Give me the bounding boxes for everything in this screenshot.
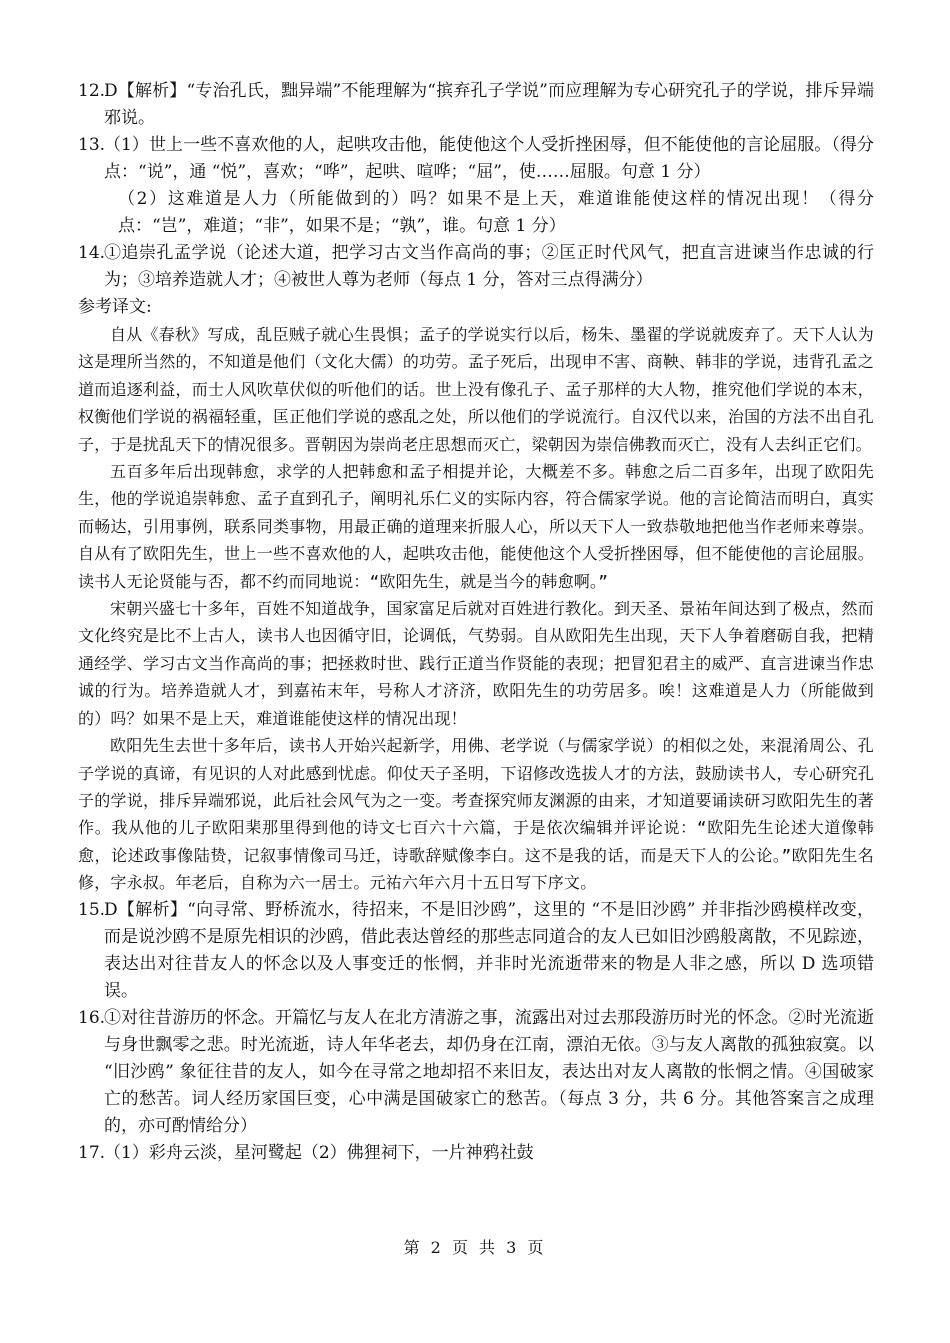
answer-number: 13. — [78, 135, 106, 155]
answer-12 — [78, 78, 874, 132]
page-footer: 第 2 页 共 3 页 — [403, 1238, 547, 1257]
answer-text: D【解析】“专治孔氏，黜异端”不能理解为“摈弃孔子学说”而应理解为专心研究孔子的学说，排斥异端邪说。 — [104, 81, 874, 128]
answer-number: 12. — [78, 81, 106, 101]
document-page — [78, 78, 874, 1167]
answer-number: 17. — [78, 1142, 106, 1163]
answer-text: ①追崇孔孟学说（论述大道，把学习古文当作高尚的事；②匡正时代风气，把直言进谏当作忠诚的行为；③培养造就人才；④被世人尊为老师（每点 1 分，答对三点得满分） — [104, 243, 874, 290]
answer-number: 14. — [78, 243, 106, 263]
answer-15 — [78, 897, 874, 1005]
answer-number: 16. — [78, 1007, 106, 1028]
translation-paragraph: 欧阳先生去世十多年后，读书人开始兴起新学，用佛、老学说（与儒家学说）的相似之处，来混淆周公、孔子学说的真谛，有见识的人对此感到忧虑。仰仗天子圣明，下诏修改选拔人才的方法，鼓励读书人，专心研究孔子的学说，排斥异端邪说，此后社会风气为之一变。考查探究师友渊源的由来，才知道要诵读研习欧阳先生的著作。我从他的儿子欧阳棐那里得到他的诗文七百六十六篇，于是依次编辑并评论说：“欧阳先生论述大道像韩愈，论述政事像陆贽，记叙事情像司马迁，诗歌辞赋像李白。这不是我的话，而是天下人的公论。”欧阳先生名修，字永叔。年老后，自称为六一居士。元祐六年六月十五日写下序文。 — [78, 736, 874, 893]
answer-16 — [78, 1005, 874, 1140]
answer-13 — [78, 132, 874, 240]
answer-17 — [78, 1140, 874, 1167]
translation-paragraph: 宋朝兴盛七十多年，百姓不知道战争，国家富足后就对百姓进行教化。到天圣、景祐年间达到了极点，然而文化终究是比不上古人，读书人也因循守旧，论调低，气势弱。自从欧阳先生出现，天下人争着磨砺自我，把精通经学、学习古文当作高尚的事；把拯救时世、践行正道当作贤能的表现；把冒犯君主的威严、直言进谏当作忠诚的行为。培养造就人才，到嘉祐末年，号称人才济济，欧阳先生的功劳居多。唉！这难道是人力（所能做到的）吗？如果不是上天，难道谁能使这样的情况出现！ — [78, 599, 874, 728]
answer-14 — [78, 240, 874, 294]
answer-text: （1）彩舟云淡，星河鹭起（2）佛狸祠下，一片神鸦社鼓 — [104, 1142, 534, 1163]
answer-text: ①对往昔游历的怀念。开篇忆与友人在北方清游之事，流露出对过去那段游历时光的怀念。②时光流逝与身世飘零之悲。时光流逝，诗人年华老去，却仍身在江南，漂泊无依。③与友人离散的孤独寂寞。以 “旧沙鸥” 象征往昔的友人，如今在寻常之地却招不来旧友，表达出对友人离散的怅惘之情。④国破家亡的愁苦。词人经历家国巨变，心中满是国破家亡的愁苦。（每点 3 分，共 6 分。其他答案言之成理的，亦可酌情给分） — [104, 1007, 874, 1136]
translation-paragraph: 五百多年后出现韩愈，求学的人把韩愈和孟子相提并论，大概差不多。韩愈之后二百多年，出现了欧阳先生，他的学说追崇韩愈、孟子直到孔子，阐明礼乐仁义的实际内容，符合儒家学说。他的言论简洁而明白，真实而畅达，引用事例，联系同类事物，用最正确的道理来折服人心，所以天下人一致恭敬地把他当作老师来尊崇。自从有了欧阳先生，世上一些不喜欢他的人，起哄攻击他，能使他这个人受折挫困辱，但不能使他的言论屈服。读书人无论贤能与否，都不约而同地说：“欧阳先生，就是当今的韩愈啊。” — [78, 462, 874, 591]
answer-text: D【解析】“向寻常、野桥流水，待招来，不是旧沙鸥”，这里的 “不是旧沙鸥” 并非指沙鸥模样改变，而是说沙鸥不是原先相识的沙鸥，借此表达曾经的那些志同道合的友人已如旧沙鸥般离散，不见踪迹，表达出对往昔友人的怀念以及人事变迁的怅惘，并非时光流逝带来的物是人非之感，所以 D 选项错误。 — [104, 899, 874, 1001]
translation-label: 参考译文: — [78, 297, 152, 317]
answer-13-part-2: （2）这难道是人力（所能做到的）吗？如果不是上天，难道谁能使这样的情况出现！（得分点：“岂”，难道；“非”，如果不是；“孰”，谁。句意 1 分） — [118, 189, 874, 236]
translation-paragraph: 自从《春秋》写成，乱臣贼子就心生畏惧；孟子的学说实行以后，杨朱、墨翟的学说就废弃了。天下人认为这是理所当然的，不知道是他们（文化大儒）的功劳。孟子死后，出现申不害、商鞅、韩非的学说，违背孔孟之道而追逐利益，而士人风吹草伏似的听他们的话。世上没有像孔子、孟子那样的大人物，推究他们学说的本末，权衡他们学说的祸福轻重，匡正他们学说的惑乱之处，所以他们的学说流行。自汉代以来，治国的方法不出自孔子，于是扰乱天下的情况很多。晋朝因为崇尚老庄思想而灭亡，梁朝因为崇信佛教而灭亡，没有人去纠正它们。 — [78, 325, 874, 454]
answer-13-part-1: （1）世上一些不喜欢他的人，起哄攻击他，能使他这个人受折挫困辱，但不能使他的言论屈服。（得分点：“说”，通 “悦”，喜欢；“哗”，起哄、喧哗；“屈”，使……屈服。句意 1 分） — [104, 135, 874, 182]
answer-number: 15. — [78, 899, 106, 920]
